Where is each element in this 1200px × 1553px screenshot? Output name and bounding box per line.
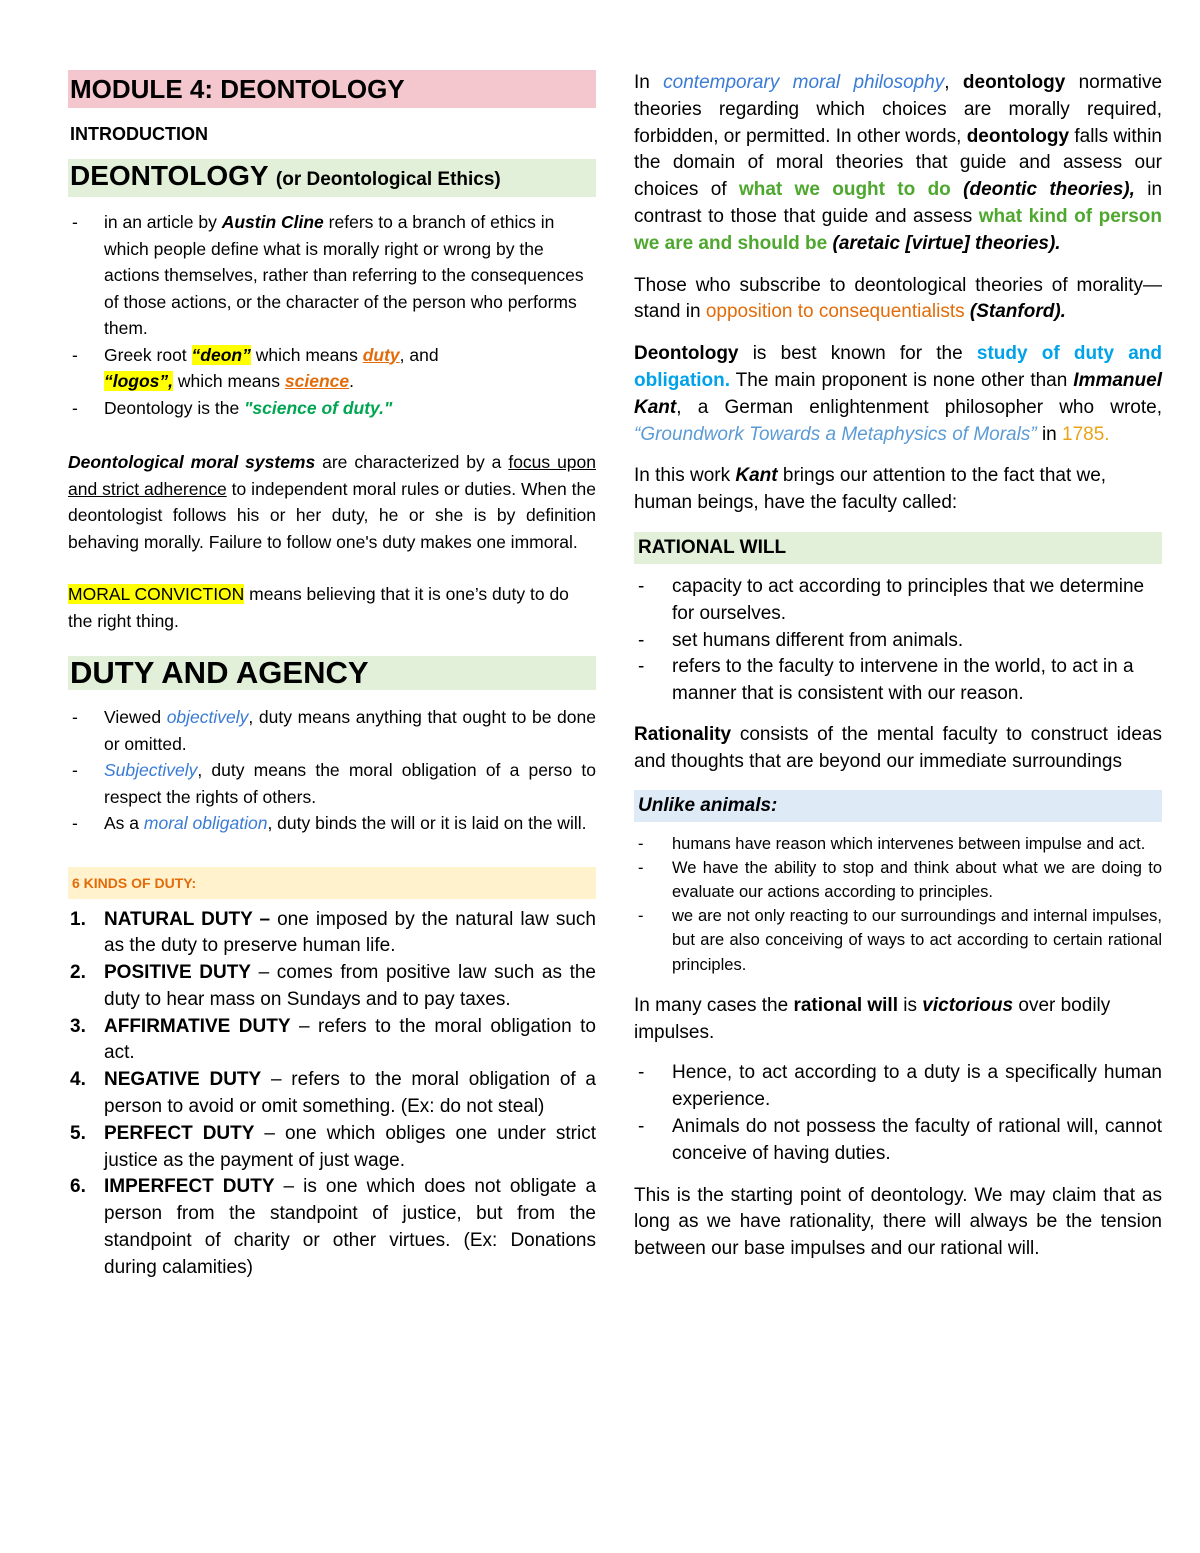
text-span: Those who subscribe to deontological theories of morality— stand in: [634, 274, 1162, 323]
introduction-heading: INTRODUCTION: [70, 124, 208, 144]
text-span: what we ought to do: [738, 179, 951, 201]
text-span: (Stanford).: [969, 301, 1066, 323]
hence-list: [634, 1060, 1162, 1167]
list-item: [68, 209, 596, 342]
list-item: - capacity to act according to principles that we determine for ourselves.: [634, 574, 1162, 628]
item-number: 5.: [70, 1122, 86, 1144]
duty-item: [68, 1174, 596, 1281]
text-span: what kind of person we are and should be: [634, 205, 1162, 254]
text-span: in an article by: [104, 212, 222, 232]
text-span: Deontological moral systems: [68, 452, 316, 472]
duty-term: NEGATIVE DUTY: [104, 1069, 262, 1091]
rational-will-list: [634, 574, 1162, 708]
text-span: victorious: [922, 994, 1014, 1016]
text-span: In: [634, 72, 664, 93]
item-number: 2.: [70, 962, 86, 984]
list-item: - refers to the faculty to intervene in the world, to act in a manner that is consistent with our reason.: [634, 654, 1162, 708]
list-item: [68, 395, 596, 422]
text-span: opposition to consequentialists: [705, 301, 965, 323]
text-span: which means: [173, 371, 285, 391]
unlike-animals-heading: Unlike animals:: [634, 790, 1162, 822]
module-title: MODULE 4: DEONTOLOGY: [68, 70, 596, 108]
text-span: is: [898, 994, 923, 1016]
text-span: deontology: [966, 125, 1070, 147]
text-span: objectively: [166, 707, 249, 727]
duty-item: [68, 960, 596, 1014]
rational-will-heading: RATIONAL WILL: [634, 532, 1162, 564]
text-span: Greek root: [104, 344, 192, 365]
text-span: Rationality: [634, 723, 732, 745]
unlike-animals-list: [634, 832, 1162, 977]
text-span: over bodily impulses.: [634, 994, 1111, 1043]
text-span: (deontic theories),: [963, 179, 1135, 201]
text-span: Kant: [735, 465, 778, 487]
duty-term: IMPERFECT DUTY: [104, 1176, 275, 1198]
left-column: [68, 66, 596, 1282]
term-logos: “logos”,: [104, 371, 174, 391]
duty-text: – refers to the moral obligation to act.: [104, 1015, 596, 1064]
duty-agency-bullets: [68, 704, 596, 837]
deontology-bullets: [68, 209, 596, 421]
text-span: “Groundwork Towards a Metaphysics of Morals”: [634, 423, 1037, 445]
text-span: brings our attention to the fact that we, human beings, have the faculty called:: [634, 465, 1107, 514]
text-span: which means: [250, 344, 363, 365]
list-item: - set humans different from animals.: [634, 628, 1162, 655]
text-span: are characterized by a: [315, 452, 509, 472]
list-item: - we are not only reacting to our surroundings and internal impulses, but are also conceiving of ways to act according to certain rational principles.: [634, 904, 1162, 977]
term-science: science: [284, 371, 350, 391]
duty-term: AFFIRMATIVE DUTY: [104, 1015, 291, 1037]
text-span: , duty binds the will or it is laid on the will.: [267, 813, 587, 833]
duty-item: [68, 1121, 596, 1175]
text-span: In many cases the: [634, 994, 794, 1016]
moral-systems-paragraph: [68, 449, 596, 555]
duty-text: – is one which does not obligate a person from the standpoint of justice, but from the standpoint of charity or other virtues. (Ex: Donations during calamities): [104, 1176, 597, 1278]
moral-conviction-term: MORAL CONVICTION: [68, 584, 245, 604]
text-span: (aretaic [virtue] theories).: [832, 232, 1061, 254]
duty-text: – one which obliges one under strict justice as the payment of just wage.: [104, 1122, 596, 1171]
text-span: ,: [944, 72, 963, 93]
text-span: , and: [399, 344, 439, 365]
moral-conviction-paragraph: [68, 581, 596, 634]
faculty-paragraph: [634, 463, 1162, 517]
item-number: 1.: [70, 908, 86, 930]
list-item: - humans have reason which intervenes between impulse and act.: [634, 832, 1162, 856]
text-span: , a German enlightenment philosopher who wrote,: [676, 396, 1162, 418]
deontology-heading-sub: (or Deontological Ethics): [275, 169, 501, 190]
text-span: is best known for the: [738, 343, 977, 365]
text-span: study of duty and obligation.: [634, 343, 1162, 391]
text-span: Deontology: [634, 343, 739, 365]
text-span: The main proponent is none other than: [730, 369, 1074, 391]
text-span: moral obligation: [143, 813, 268, 833]
item-number: 3.: [70, 1015, 86, 1037]
list-item: [68, 704, 596, 757]
term-duty: duty: [362, 344, 400, 365]
duty-text: – comes from positive law such as the duty to hear mass on Sundays and to pay taxes.: [104, 962, 596, 1010]
text-span: In this work: [634, 465, 736, 487]
list-item: [68, 342, 596, 395]
list-item: [68, 810, 596, 837]
text-span: contemporary moral philosophy: [663, 72, 945, 93]
text-span: Viewed: [104, 707, 167, 727]
duty-text: one imposed by the natural law such as the duty to preserve human life.: [104, 908, 597, 957]
duty-agency-heading: DUTY AND AGENCY: [68, 656, 596, 690]
text-span: .: [349, 371, 354, 391]
text-span: normative theories regarding which choices are morally required, forbidden, or permitted. In other words,: [634, 72, 1163, 147]
deontology-heading-main: DEONTOLOGY: [70, 160, 269, 191]
duty-term: PERFECT DUTY: [104, 1122, 255, 1144]
text-span: Subjectively: [104, 760, 198, 780]
text-span: consists of the mental faculty to construct ideas and thoughts that are beyond our immediate surroundings: [634, 723, 1162, 772]
text-span: [951, 179, 963, 200]
list-item: - Animals do not possess the faculty of rational will, cannot conceive of having duties.: [634, 1114, 1162, 1168]
subscribe-paragraph: [634, 273, 1162, 327]
text-span: falls within the domain of moral theories that guide and assess our choices of: [634, 125, 1163, 201]
conclusion-paragraph: This is the starting point of deontology. We may claim that as long as we have rationality, there will always be the tension between our base impulses and our rational will.: [634, 1184, 1162, 1260]
duty-text: – refers to the moral obligation of a person to avoid or omit something. (Ex: do not steal): [104, 1069, 596, 1118]
kant-paragraph: [634, 341, 1162, 448]
text-span: in contrast to those that guide and assess: [634, 179, 1163, 227]
text-span: Deontology is the: [104, 397, 245, 418]
kinds-of-duty-list: [68, 907, 596, 1282]
text-span: means believing that it is one’s duty to do the right thing.: [68, 584, 569, 631]
contemporary-paragraph: [634, 70, 1162, 258]
list-item: - We have the ability to stop and think about what we are doing to evaluate our actions according to principles.: [634, 856, 1162, 904]
text-span: to independent moral rules or duties. When the deontologist follows his or her duty, he or she is by definition behaving morally. Failure to follow one's duty makes one immoral.: [68, 478, 596, 552]
item-number: 4.: [70, 1069, 86, 1091]
text-span: focus upon and strict adherence: [68, 452, 596, 499]
duty-item: [68, 1014, 596, 1068]
text-span: As a: [104, 813, 144, 833]
text-span: , duty means anything that ought to be done or omitted.: [104, 707, 596, 754]
text-span: in: [1036, 423, 1063, 445]
text-span: Immanuel Kant: [634, 369, 1162, 418]
right-column: [634, 70, 1162, 1263]
text-span: refers to a branch of ethics in which people define what is morally right or wrong by the actions themselves, rather than referring to the consequences of those actions, or the character of the person who performs them.: [104, 212, 584, 338]
list-item: [68, 757, 596, 810]
deontology-heading: [68, 159, 596, 197]
duty-item: [68, 907, 596, 961]
text-span: rational will: [793, 994, 898, 1016]
text-span: deontology: [962, 72, 1066, 93]
term-deon: “deon”: [191, 344, 251, 365]
science-of-duty-quote: "science of duty.": [244, 397, 393, 418]
item-number: 6.: [70, 1176, 86, 1198]
kinds-of-duty-heading: 6 KINDS OF DUTY:: [68, 867, 596, 899]
text-span: 1785.: [1062, 423, 1110, 445]
list-item: - Hence, to act according to a duty is a specifically human experience.: [634, 1060, 1162, 1114]
text-span: , duty means the moral obligation of a perso to respect the rights of others.: [104, 760, 596, 807]
duty-item: [68, 1067, 596, 1121]
duty-term: POSITIVE DUTY: [104, 962, 251, 984]
duty-term: NATURAL DUTY –: [104, 908, 271, 930]
author-name: Austin Cline: [221, 212, 324, 232]
many-cases-paragraph: [634, 993, 1162, 1047]
rationality-paragraph: [634, 722, 1162, 776]
